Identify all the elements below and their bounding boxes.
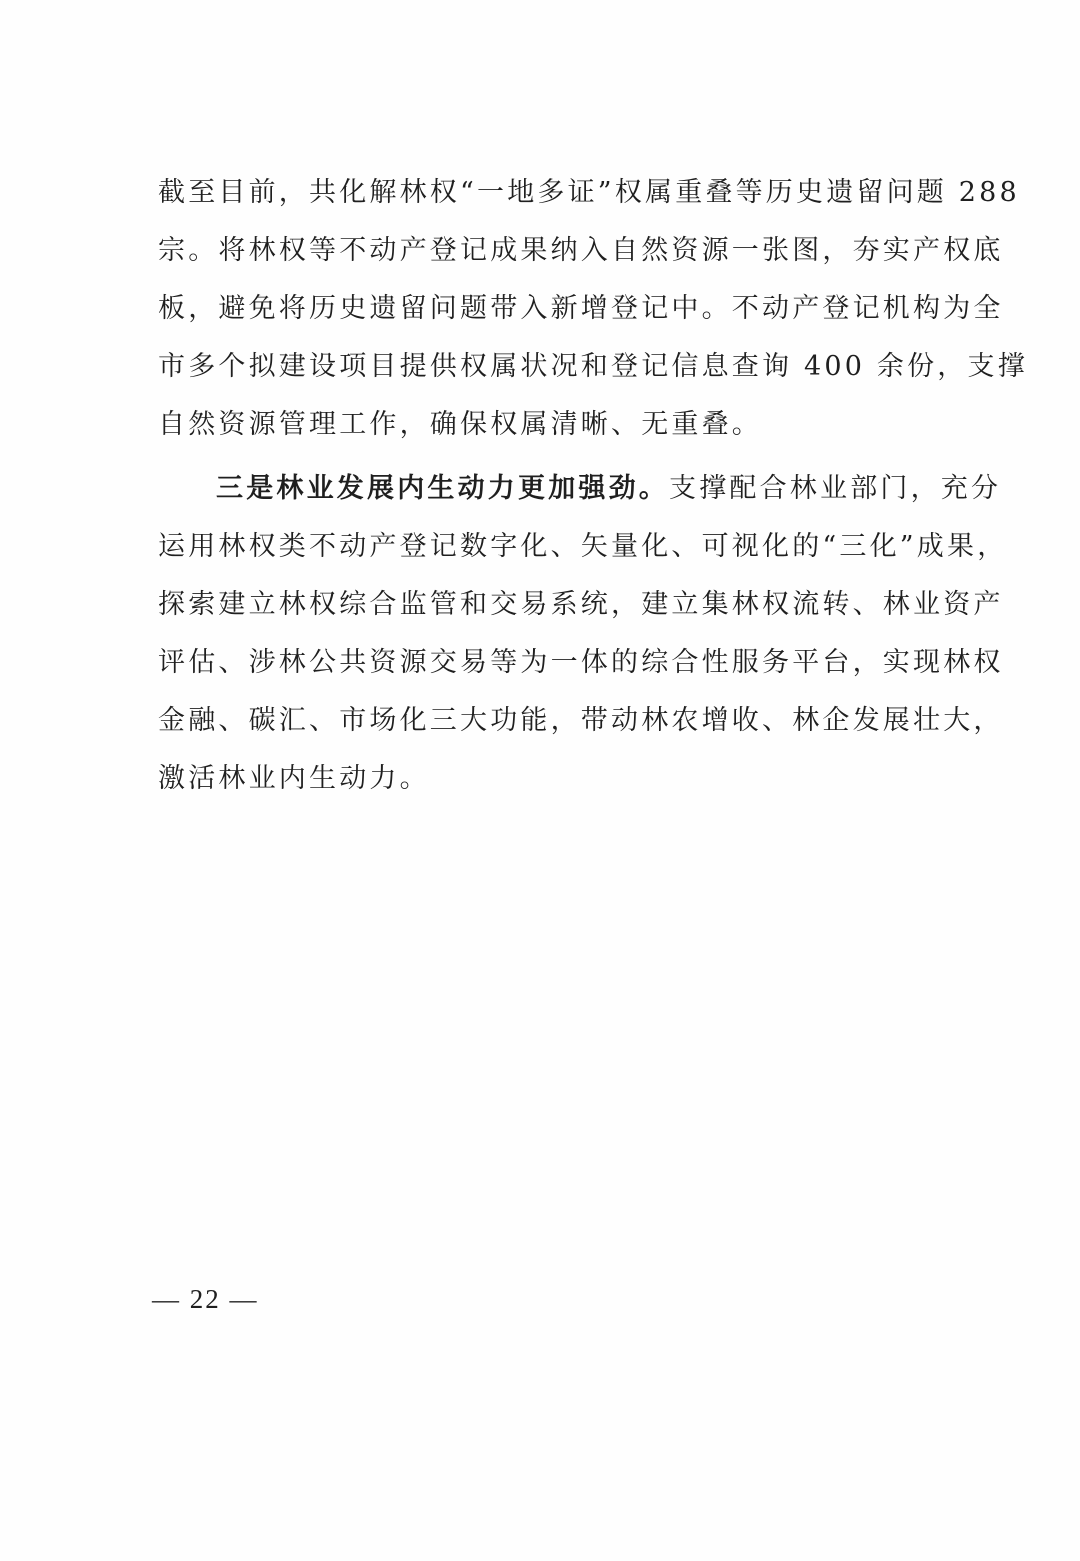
paragraph-two-line-4: 评估、涉林公共资源交易等为一体的综合性服务平台，实现林权 [158,647,1004,678]
paragraph-one-line-5: 自然资源管理工作，确保权属清晰、无重叠。 [158,409,762,440]
paragraph-one-line-1: 截至目前，共化解林权“一地多证”权属重叠等历史遗留问题 288 [158,177,1020,208]
paragraph-one-line-4: 市多个拟建设项目提供权属状况和登记信息查询 400 余份，支撑 [158,351,1028,382]
paragraph-one-line-3: 板，避免将历史遗留问题带入新增登记中。不动产登记机构为全 [158,293,1004,324]
paragraph-two-heading: 三是林业发展内生动力更加强劲。 [216,473,669,504]
paragraph-two-line-5: 金融、碳汇、市场化三大功能，带动林农增收、林企发展壮大， [158,705,1004,736]
page-number: — 22 — [152,1284,259,1314]
paragraph-one-line-2: 宗。将林权等不动产登记成果纳入自然资源一张图，夯实产权底 [158,235,1004,266]
paragraph-two-line-2: 运用林权类不动产登记数字化、矢量化、可视化的“三化”成果， [158,531,1008,562]
paragraph-two-lead-text: 支撑配合林业部门，充分 [669,473,1002,504]
paragraph-two-first-line [158,460,1002,518]
body-text [158,164,1028,808]
paragraph-two-line-6: 激活林业内生动力。 [158,763,430,794]
paragraph-two-line-3: 探索建立林权综合监管和交易系统，建立集林权流转、林业资产 [158,589,1004,620]
